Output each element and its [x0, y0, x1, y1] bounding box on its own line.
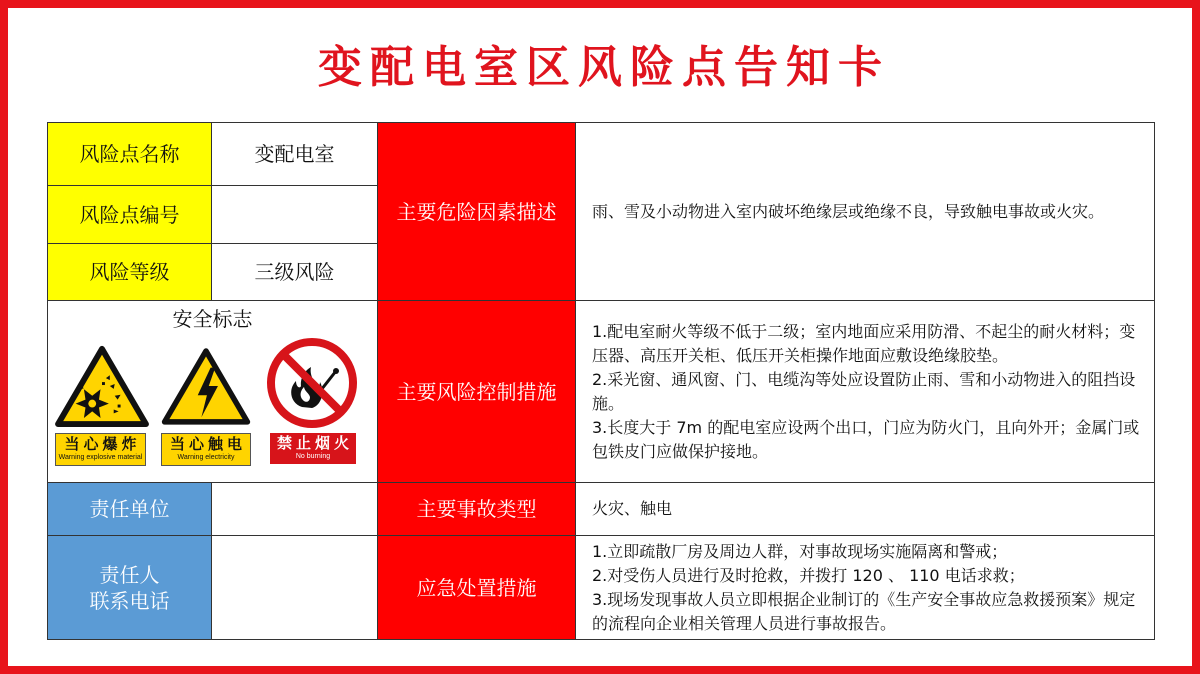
risk-level-label: 风险等级	[48, 244, 211, 300]
electric-shock-warning-icon	[160, 343, 252, 429]
contact-label-line2: 联系电话	[89, 588, 170, 613]
risk-point-name-label: 风险点名称	[48, 123, 211, 185]
no-fire-icon	[266, 337, 358, 429]
safety-signs-panel	[48, 301, 377, 482]
no-fire-label	[270, 433, 356, 464]
no-fire-label-en: No burning	[295, 453, 331, 460]
emergency-response-list	[576, 536, 1154, 639]
responsible-unit-value	[212, 483, 377, 535]
risk-level-value: 三级风险	[212, 244, 377, 300]
electric-warning-label	[161, 433, 251, 466]
risk-point-code-label: 风险点编号	[48, 186, 211, 243]
responsible-unit-label: 责任单位	[48, 483, 211, 535]
electric-warning-label-cn: 当心触电	[169, 435, 246, 453]
control-measures-label: 主要风险控制措施	[378, 301, 575, 482]
emergency-response-item: 1.立即疏散厂房及周边人群，对事故现场实施隔离和警戒；	[592, 541, 1008, 561]
control-measure-item: 2.采光窗、通风窗、门、电缆沟等处应设置防止雨、雪和小动物进入的阻挡设施。	[592, 369, 1136, 413]
contact-label	[48, 536, 211, 639]
risk-card-table	[47, 122, 1155, 640]
emergency-response-label: 应急处置措施	[378, 536, 575, 639]
accident-type-cell	[576, 483, 1154, 535]
hazard-description-label: 主要危险因素描述	[378, 123, 575, 300]
electric-warning-label-en: Warning electricity	[177, 454, 235, 461]
contact-value	[212, 536, 377, 639]
explosive-warning-label-cn: 当心爆炸	[64, 435, 141, 453]
control-measure-item: 1.配电室耐火等级不低于二级；室内地面应采用防滑、不起尘的耐火材料；变压器、高压开关柜、低压开关柜操作地面应敷设绝缘胶垫。	[592, 321, 1136, 365]
emergency-response-item: 2.对受伤人员进行及时抢救，并拨打 120 、 110 电话求救；	[592, 565, 1025, 585]
control-measures-list	[576, 301, 1154, 482]
no-fire-label-cn: 禁止烟火	[276, 434, 353, 452]
explosive-warning-icon	[53, 343, 151, 429]
safety-signs-heading: 安全标志	[172, 307, 253, 331]
hazard-description-text: 雨、雪及小动物进入室内破坏绝缘层或绝缘不良，导致触电事故或火灾。	[592, 201, 1105, 221]
accident-type-label: 主要事故类型	[378, 483, 575, 535]
risk-point-code-value	[212, 186, 377, 243]
contact-label-line1: 责任人	[99, 562, 160, 587]
explosive-warning-label	[55, 433, 146, 466]
explosive-warning-label-en: Warning explosive material	[58, 454, 143, 461]
risk-point-name-value: 变配电室	[212, 123, 377, 185]
accident-type-value: 火灾、触电	[592, 499, 673, 518]
hazard-description-cell	[576, 123, 1154, 300]
card-title: 变配电室区风险点告知卡	[318, 42, 890, 93]
control-measure-item: 3.长度大于 7m 的配电室应设两个出口，门应为防火门，且向外开；金属门或包铁皮门应做保护接地。	[592, 417, 1140, 461]
emergency-response-item: 3.现场发现事故人员立即根据企业制订的《生产安全事故应急救援预案》规定的流程向企业相关管理人员进行事故报告。	[592, 589, 1136, 633]
